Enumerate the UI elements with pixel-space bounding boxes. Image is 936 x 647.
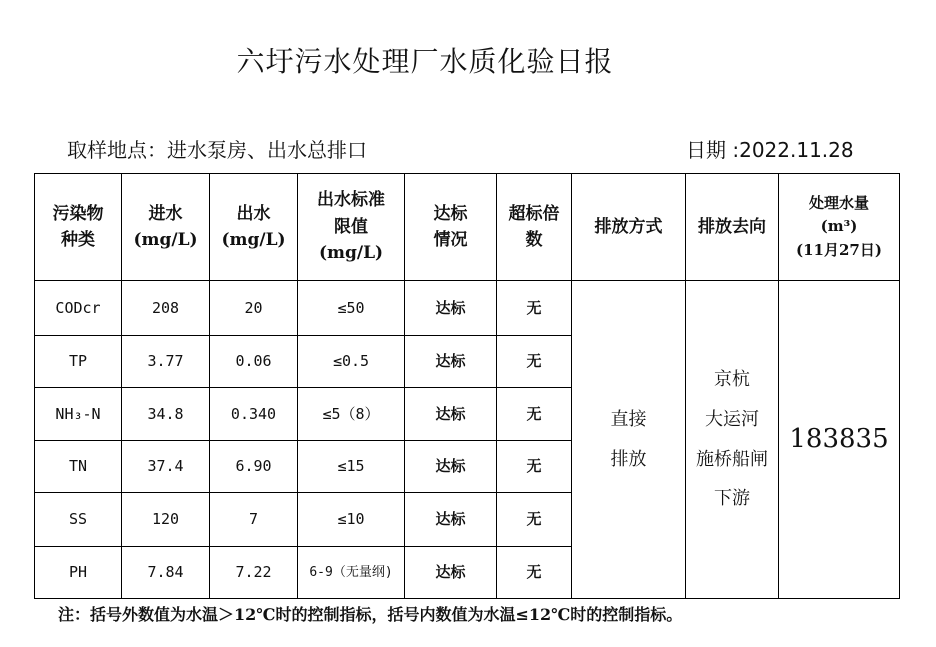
header-row <box>35 174 900 281</box>
header-influent: 进水 (mg/L) <box>122 174 210 281</box>
limit-value: ≤0.5 <box>298 336 405 388</box>
exceed-value: 无 <box>497 547 572 599</box>
compliance-status: 达标 <box>405 441 497 493</box>
pollutant-name: TN <box>35 441 122 493</box>
limit-value: ≤15 <box>298 441 405 493</box>
limit-value: 6-9（无量纲) <box>298 547 405 599</box>
effluent-value: 0.340 <box>210 388 298 441</box>
pollutant-name: PH <box>35 547 122 599</box>
water-quality-table <box>34 173 900 599</box>
discharge-method-cell: 直接 排放 <box>572 281 686 599</box>
exceed-value: 无 <box>497 336 572 388</box>
influent-value: 7.84 <box>122 547 210 599</box>
pollutant-name: SS <box>35 493 122 547</box>
compliance-status: 达标 <box>405 336 497 388</box>
header-effluent: 出水 (mg/L) <box>210 174 298 281</box>
pollutant-name: NH₃-N <box>35 388 122 441</box>
discharge-dest-cell: 京杭 大运河 施桥船闸 下游 <box>686 281 779 599</box>
report-date: 日期 :2022.11.28 <box>686 138 854 162</box>
influent-value: 208 <box>122 281 210 336</box>
header-limit: 出水标准 限值 (mg/L) <box>298 174 405 281</box>
effluent-value: 0.06 <box>210 336 298 388</box>
sampling-location: 取样地点：进水泵房、出水总排口 <box>67 138 367 162</box>
influent-value: 37.4 <box>122 441 210 493</box>
influent-value: 3.77 <box>122 336 210 388</box>
influent-value: 34.8 <box>122 388 210 441</box>
header-discharge-dest: 排放去向 <box>686 174 779 281</box>
header-pollutant: 污染物 种类 <box>35 174 122 281</box>
influent-value: 120 <box>122 493 210 547</box>
effluent-value: 7 <box>210 493 298 547</box>
limit-value: ≤5（8） <box>298 388 405 441</box>
header-volume: 处理水量 (m³) (11月27日) <box>779 174 900 281</box>
header-exceed: 超标倍 数 <box>497 174 572 281</box>
exceed-value: 无 <box>497 281 572 336</box>
pollutant-name: CODcr <box>35 281 122 336</box>
exceed-value: 无 <box>497 493 572 547</box>
compliance-status: 达标 <box>405 493 497 547</box>
effluent-value: 7.22 <box>210 547 298 599</box>
effluent-value: 6.90 <box>210 441 298 493</box>
footnote: 注：括号外数值为水温＞12℃时的控制指标，括号内数值为水温≤12℃时的控制指标。 <box>58 605 683 624</box>
compliance-status: 达标 <box>405 547 497 599</box>
exceed-value: 无 <box>497 388 572 441</box>
report-title: 六圩污水处理厂水质化验日报 <box>236 45 614 78</box>
treated-volume-value: 183835 <box>779 281 900 599</box>
exceed-value: 无 <box>497 441 572 493</box>
limit-value: ≤10 <box>298 493 405 547</box>
pollutant-name: TP <box>35 336 122 388</box>
compliance-status: 达标 <box>405 388 497 441</box>
header-compliance: 达标 情况 <box>405 174 497 281</box>
table-row <box>35 281 900 336</box>
effluent-value: 20 <box>210 281 298 336</box>
limit-value: ≤50 <box>298 281 405 336</box>
header-discharge-method: 排放方式 <box>572 174 686 281</box>
compliance-status: 达标 <box>405 281 497 336</box>
